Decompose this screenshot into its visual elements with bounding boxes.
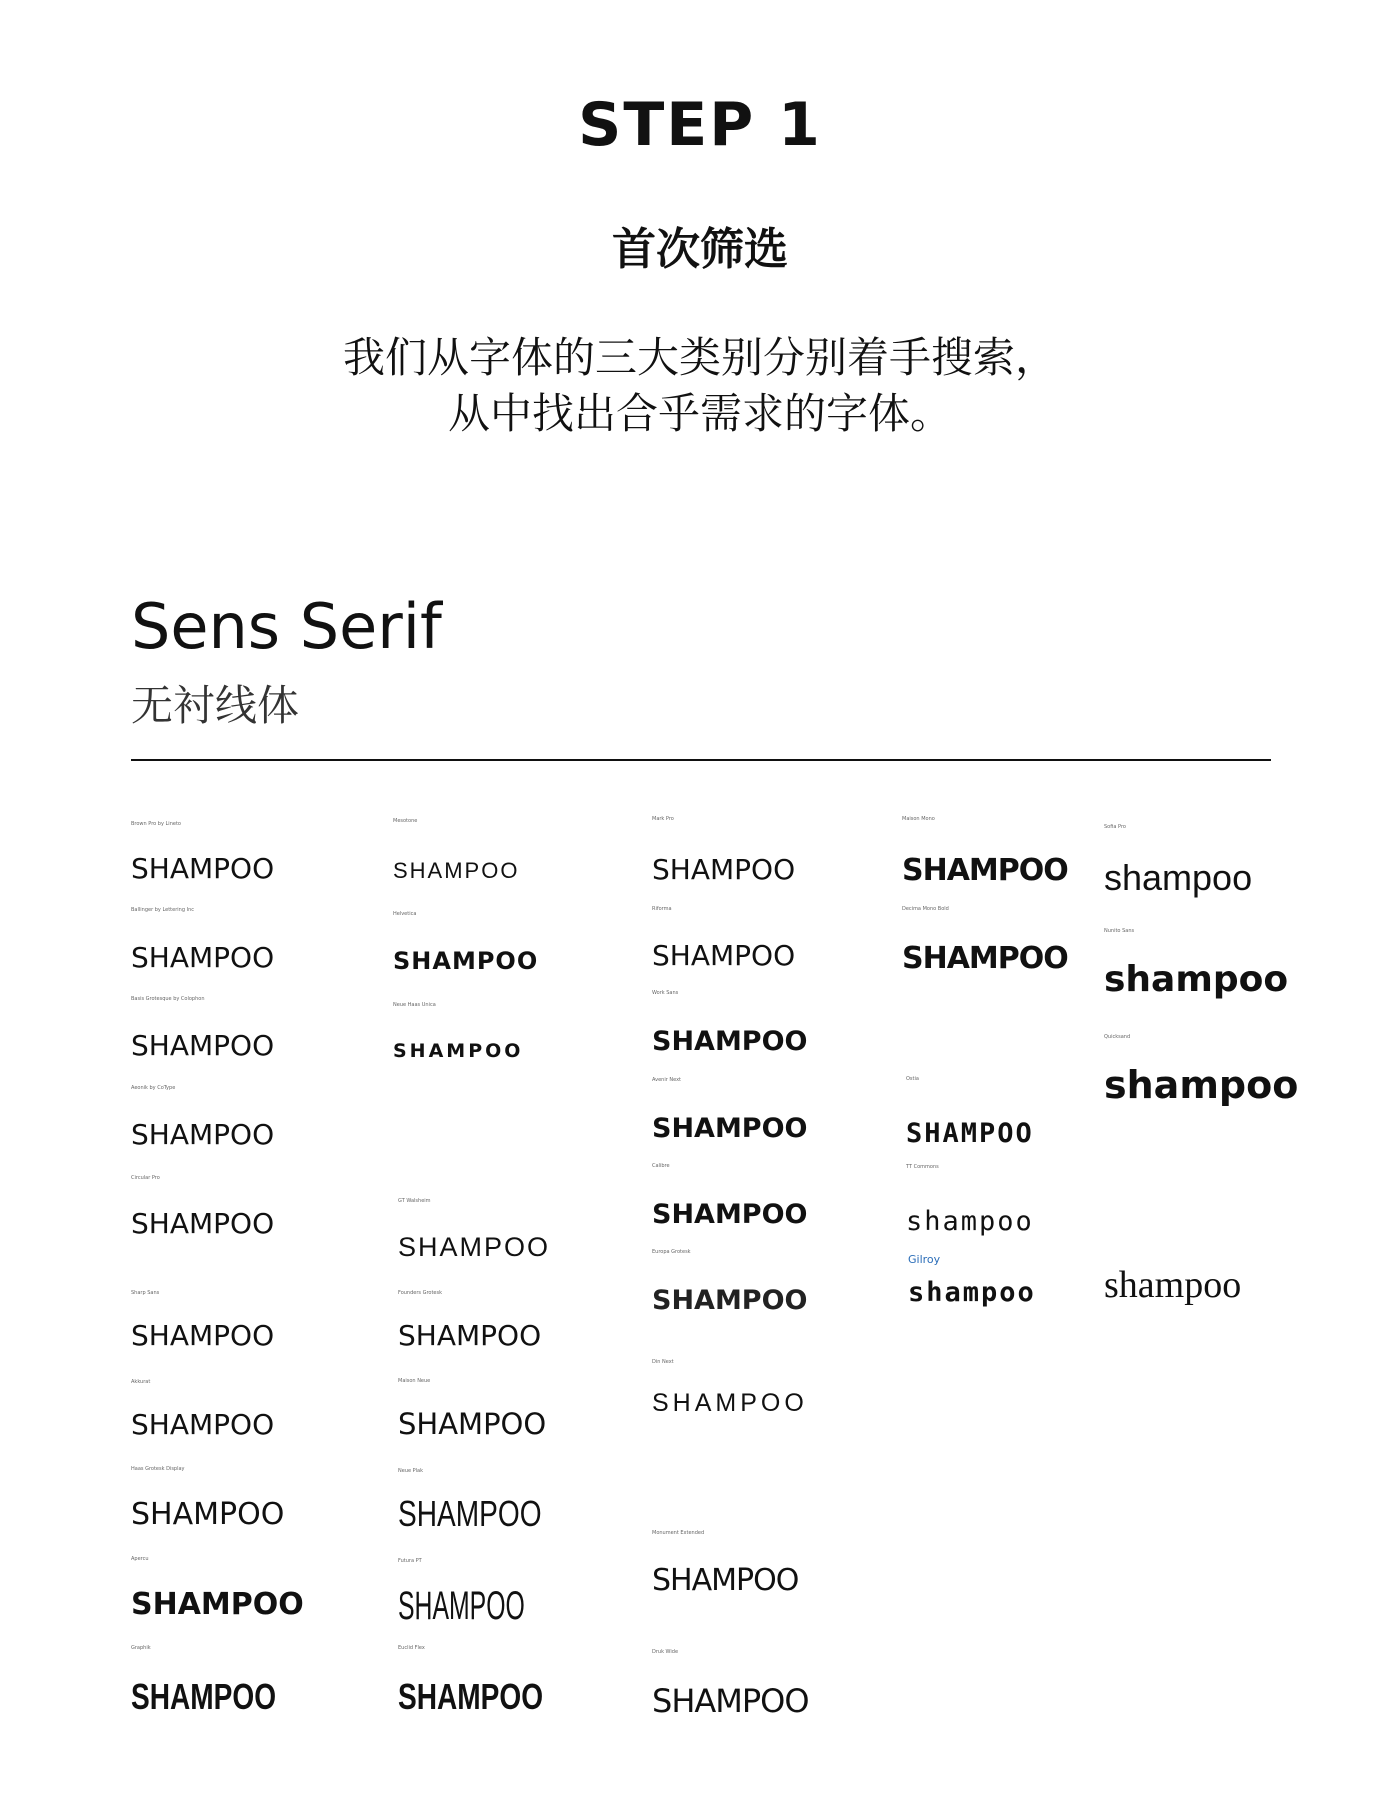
font-sample-caption: Mesotone [393, 818, 418, 824]
font-sample [393, 911, 538, 973]
font-sample-caption: Neue Haas Unica [393, 1002, 436, 1008]
font-sample-caption: Graphik [131, 1645, 151, 1651]
font-sample-caption: Aeonik by CoType [131, 1085, 176, 1091]
font-sample-word: SHAMPOO [398, 1319, 542, 1352]
font-sample-caption: Monument Extended [652, 1530, 705, 1536]
font-sample-caption: Sofia Pro [1104, 824, 1126, 830]
font-sample-word: SHAMPOO [131, 1587, 304, 1622]
font-sample-caption: Euclid Flex [398, 1645, 425, 1651]
section-subtitle: 无衬线体 [131, 681, 300, 730]
font-sample-word: shampoo [1104, 857, 1253, 898]
font-sample [131, 1645, 317, 1715]
font-sample-word: SHAMPOO [398, 1232, 551, 1262]
font-sample [652, 1359, 808, 1416]
font-sample-caption: Founders Grotesk [398, 1290, 443, 1296]
font-sample [131, 996, 274, 1060]
font-sample-caption: Calibre [652, 1163, 670, 1169]
font-sample-word: SHAMPOO [393, 947, 539, 975]
font-sample-caption: Apercu [131, 1556, 149, 1562]
font-sample [131, 821, 274, 883]
step-description [0, 330, 1400, 442]
font-sample-caption: Gilroy [908, 1253, 941, 1266]
font-sample-caption: Quicksand [1104, 1034, 1131, 1040]
font-sample [131, 1556, 304, 1620]
font-sample-word: shampoo [1104, 959, 1289, 1000]
step-title: STEP 1 [578, 90, 822, 160]
font-sample-word: SHAMPOO [393, 858, 520, 883]
font-sample [131, 1466, 284, 1530]
font-sample [1104, 928, 1288, 998]
font-sample-word: SHAMPOO [652, 1199, 808, 1230]
font-sample [652, 906, 795, 970]
font-sample-caption: Avenir Next [652, 1077, 682, 1083]
font-sample-word: SHAMPOO [902, 941, 1068, 976]
font-sample-word: shampoo [906, 1206, 1034, 1237]
font-sample-caption: Brown Pro by Lineto [131, 821, 181, 827]
font-sample-caption: Ostia [906, 1076, 919, 1082]
font-sample-word: SHAMPOO [652, 1285, 808, 1316]
font-sample-caption: Helvetica [393, 911, 417, 917]
font-sample-word: SHAMPOO [131, 1676, 277, 1717]
font-sample [398, 1378, 546, 1439]
font-sample-word: SHAMPOO [652, 1113, 808, 1144]
font-sample-word: SHAMPOO [652, 1026, 808, 1057]
description-line-2: 从中找出合乎需求的字体。 [447, 389, 952, 438]
font-sample-word: SHAMPOO [131, 1207, 275, 1240]
font-sample [908, 1253, 1036, 1306]
font-sample-word: SHAMPOO [398, 1493, 542, 1534]
description-line-1: 我们从字体的三大类别分别着手搜索， [342, 333, 1057, 382]
font-sample-word: SHAMPOO [131, 941, 275, 974]
font-sample-word: shampoo [1104, 1264, 1242, 1306]
font-sample [131, 1379, 274, 1439]
font-sample-caption: Akkurat [131, 1379, 151, 1385]
font-sample-caption: Work Sans [652, 990, 679, 996]
font-sample-word: SHAMPOO [398, 1407, 547, 1441]
font-sample-word: SHAMPOO [652, 939, 796, 972]
font-sample [652, 1077, 808, 1142]
font-sample-word: SHAMPOO [652, 853, 796, 886]
font-sample-caption: TT Commons [906, 1164, 939, 1170]
font-sample-word: SHAMPOO [652, 1389, 808, 1417]
font-sample-caption: Riforma [652, 906, 672, 912]
font-sample-word: SHAMPOO [398, 1584, 525, 1628]
font-sample [906, 1164, 1034, 1235]
font-sample [652, 1163, 808, 1228]
font-sample-word: shampoo [908, 1277, 1036, 1308]
font-sample [131, 907, 274, 972]
font-sample [652, 1649, 809, 1720]
font-sample-caption: Druk Wide [652, 1649, 679, 1655]
font-sample-word: SHAMPOO [131, 1319, 275, 1352]
font-sample-caption: Haas Grotesk Display [131, 1466, 185, 1472]
font-sample-caption: Sharp Sans [131, 1290, 160, 1296]
font-sample-word: SHAMPOO [131, 1029, 275, 1062]
font-sample-caption: Futura PT [398, 1558, 422, 1564]
font-sample-caption: GT Walsheim [398, 1198, 431, 1204]
font-sample-word: shampoo [1104, 1063, 1299, 1107]
font-sample [131, 1085, 274, 1149]
font-sample-caption: Basis Grotesque by Colophon [131, 996, 205, 1002]
font-sample-caption: Din Next [652, 1359, 674, 1365]
font-sample [393, 818, 519, 882]
font-sample [652, 990, 808, 1055]
font-sample [906, 1076, 1034, 1147]
font-sample [1104, 824, 1252, 896]
font-sample [1104, 1034, 1299, 1107]
font-sample-word: SHAMPOO [652, 1682, 809, 1720]
font-sample [902, 816, 1068, 886]
font-sample-word: SHAMPOO [393, 1040, 524, 1062]
font-sample [393, 1002, 523, 1061]
font-sample-caption: Maison Mono [902, 816, 935, 822]
font-sample-word: SHAMPOO [131, 1118, 275, 1151]
font-sample-word: SHAMPOO [902, 853, 1068, 888]
font-sample-caption: Ballinger by Lettering Inc [131, 907, 194, 913]
font-sample-caption: Mark Pro [652, 816, 674, 822]
font-sample-caption: Nunito Sans [1104, 928, 1135, 934]
font-sample-word: SHAMPOO [131, 1408, 275, 1441]
font-sample [131, 1175, 274, 1238]
font-sample [652, 816, 795, 884]
font-sample [652, 1530, 798, 1596]
section-divider [131, 759, 1271, 761]
font-sample [131, 1290, 274, 1350]
font-sample-word: SHAMPOO [131, 1497, 285, 1532]
font-sample-caption: Neue Plak [398, 1468, 424, 1474]
font-sample [1104, 1240, 1241, 1304]
font-sample [398, 1468, 582, 1532]
font-sample [398, 1558, 602, 1626]
font-sample-caption: Maison Neue [398, 1378, 431, 1384]
font-sample-word: SHAMPOO [652, 1563, 799, 1598]
font-sample [398, 1645, 584, 1715]
step-subtitle: 首次筛选 [612, 224, 788, 275]
font-sample-word: SHAMPOO [906, 1118, 1034, 1149]
font-sample-caption: Decima Mono Bold [902, 906, 949, 912]
font-sample-caption: Europa Grotesk [652, 1249, 691, 1255]
font-sample [652, 1249, 808, 1314]
font-sample-word: SHAMPOO [398, 1676, 544, 1717]
section-title: Sens Serif [131, 590, 442, 663]
font-sample [902, 906, 1068, 974]
font-sample [398, 1198, 550, 1261]
font-sample-word: SHAMPOO [131, 852, 275, 885]
font-sample [398, 1290, 541, 1350]
font-sample-caption: Circular Pro [131, 1175, 160, 1181]
